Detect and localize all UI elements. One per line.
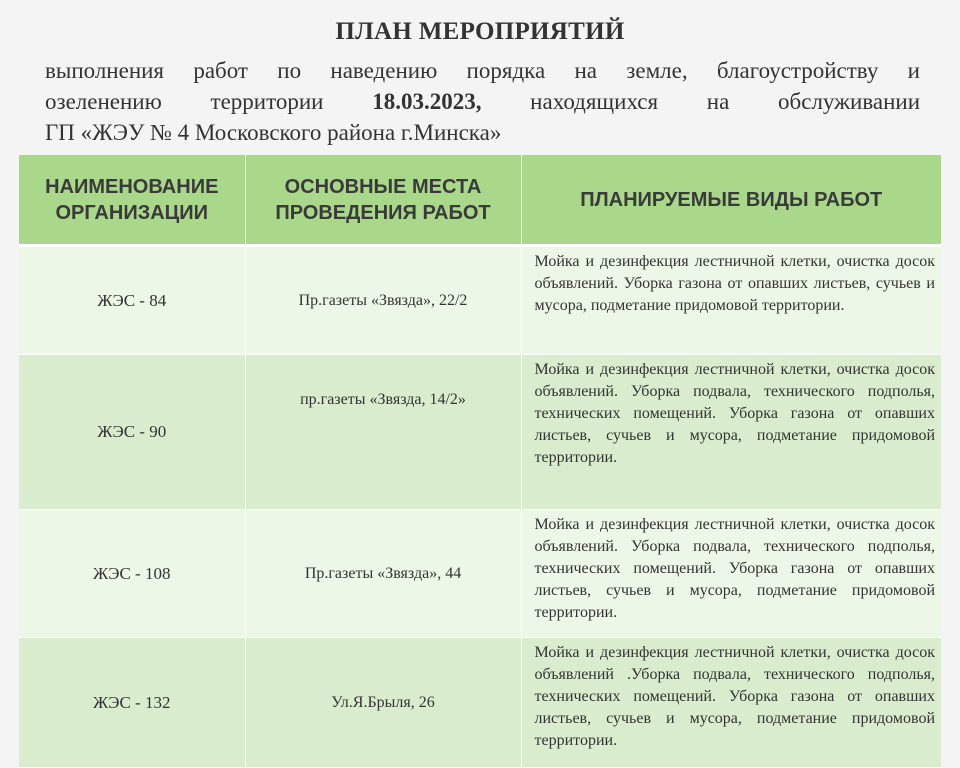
- events-table: [19, 155, 941, 768]
- column-header-places: ОСНОВНЫЕ МЕСТА ПРОВЕДЕНИЯ РАБОТ: [245, 155, 521, 246]
- cell-organization: ЖЭС - 108: [19, 510, 245, 638]
- table-row: [19, 510, 941, 638]
- table-row: [19, 355, 941, 510]
- table-row: [19, 246, 941, 355]
- cell-organization: ЖЭС - 90: [19, 355, 245, 510]
- subtitle-line-2-end: находящихся на обслуживании: [530, 89, 921, 114]
- cell-place: пр.газеты «Звязда, 14/2»: [245, 355, 521, 510]
- table-row: [19, 638, 941, 768]
- page-subtitle: [45, 55, 920, 148]
- table-header-row: [19, 155, 941, 246]
- cell-place: Пр.газеты «Звязда», 22/2: [245, 246, 521, 355]
- column-header-organization: НАИМЕНОВАНИЕ ОРГАНИЗАЦИИ: [19, 155, 245, 246]
- cell-works: Мойка и дезинфекция лестничной клетки, очистка досок объявлений. Уборка подвала, технического подполья, технических помещений. Уборка газона от опавших листьев, сучьев и мусора, подметание придомовой территории.: [521, 510, 941, 638]
- subtitle-line-2-start: озеленению территории: [45, 89, 324, 114]
- column-header-works: ПЛАНИРУЕМЫЕ ВИДЫ РАБОТ: [521, 155, 941, 246]
- cell-place: Ул.Я.Брыля, 26: [245, 638, 521, 768]
- subtitle-line-2: [45, 86, 920, 117]
- cell-place: Пр.газеты «Звязда», 44: [245, 510, 521, 638]
- cell-works: Мойка и дезинфекция лестничной клетки, очистка досок объявлений. Уборка газона от опавших листьев, сучьев и мусора, подметание придомовой территории.: [521, 246, 941, 355]
- subtitle-line-1: выполнения работ по наведению порядка на земле, благоустройству и: [45, 58, 920, 83]
- cell-organization: ЖЭС - 84: [19, 246, 245, 355]
- cell-works: Мойка и дезинфекция лестничной клетки, очистка досок объявлений .Уборка подвала, технического подполья, технических помещений. Уборка газона от опавших листьев, сучьев и мусора, подметание придомовой территории.: [521, 638, 941, 768]
- cell-works: Мойка и дезинфекция лестничной клетки, очистка досок объявлений. Уборка подвала, технического подполья, технических помещений. Уборка газона от опавших листьев, сучьев и мусора, подметание придомовой территории.: [521, 355, 941, 510]
- subtitle-line-3: ГП «ЖЭУ № 4 Московского района г.Минска»: [45, 120, 502, 145]
- page-title: ПЛАН МЕРОПРИЯТИЙ: [335, 18, 625, 45]
- event-date: 18.03.2023,: [372, 89, 482, 114]
- cell-organization: ЖЭС - 132: [19, 638, 245, 768]
